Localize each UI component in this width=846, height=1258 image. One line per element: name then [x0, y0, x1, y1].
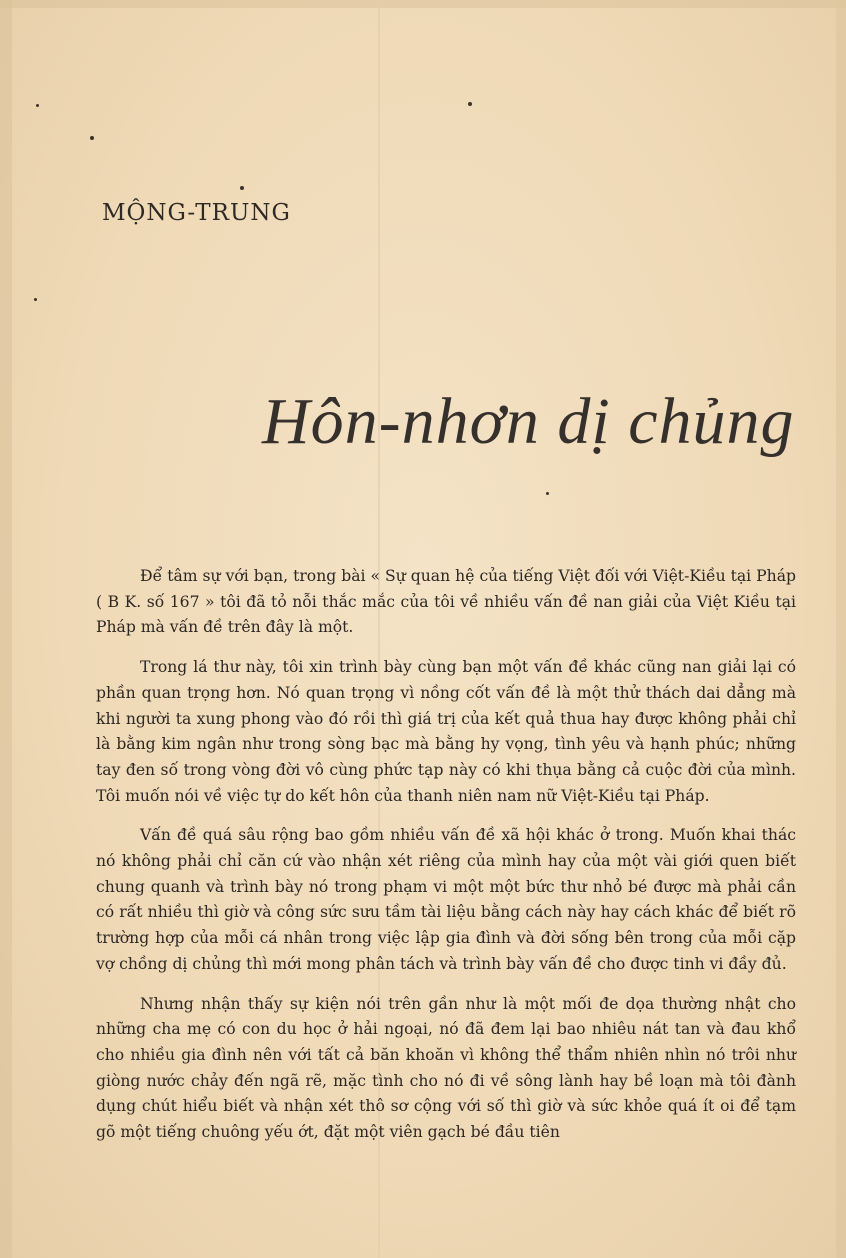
ink-speck: [34, 298, 37, 301]
article-author: MỘNG-TRUNG: [102, 200, 291, 226]
paragraph: Nhưng nhận thấy sự kiện nói trên gần như là một mối đe dọa thường nhật cho những cha mẹ có con du học ở hải ngoại, nó đã đem lại bao nhiêu nát tan và đau khổ cho nhiều gia đình nên với tất cả băn khoăn vì không thể thẩm nhiên nhìn nó trôi như giòng nước chảy đến ngã rẽ, mặc tình cho nó đi về sông lành hay bề loạn mà tôi đành dụng chút hiểu biết và nhận xét thô sơ cộng với số thì giờ và sức khỏe quá ít oi để tạm gõ một tiếng chuông yếu ớt, đặt một viên gạch bé đầu tiên: [96, 994, 796, 1142]
article-body: [96, 564, 796, 1160]
paragraph: Vấn đề quá sâu rộng bao gồm nhiều vấn đề xã hội khác ở trong. Muốn khai thác nó không phải chỉ căn cứ vào nhận xét riêng của mình hay của một vài giới quen biết chung quanh và trình bày nó trong phạm vi một một bức thư nhỏ bé được mà phải cần có rất nhiều thì giờ và công sức sưu tầm tài liệu bằng cách này hay cách khác để biết rõ trường hợp của mỗi cá nhân trong việc lập gia đình và đời sống bên trong của mỗi cặp vợ chồng dị chủng thì mới mong phân tách và trình bày vấn đề cho được tinh vi đầy đủ.: [96, 826, 796, 973]
paragraph: Để tâm sự với bạn, trong bài « Sự quan hệ của tiếng Việt đối với Việt-Kiều tại Pháp ( B K. số 167 » tôi đã tỏ nỗi thắc mắc của tôi về nhiều vấn đề nan giải của Việt Kiều tại Pháp mà vấn đề trên đây là một.: [96, 567, 796, 637]
ink-speck: [36, 104, 39, 107]
ink-speck: [90, 136, 94, 140]
page-top-edge: [0, 0, 846, 8]
paragraph: Trong lá thư này, tôi xin trình bày cùng bạn một vấn đề khác cũng nan giải lại có phần quan trọng hơn. Nó quan trọng vì nồng cốt vấn đề là một thử thách dai dẳng mà khi người ta xung phong vào đó rồi thì giá trị của kết quả thua hay được không phải chỉ là bằng kim ngân như trong sòng bạc mà bằng hy vọng, tình yêu và hạnh phúc; những tay đen số trong vòng đời vô cùng phức tạp này có khi thụa bằng cả cuộc đời của mình. Tôi muốn nói về việc tự do kết hôn của thanh niên nam nữ Việt-Kiều tại Pháp.: [96, 658, 796, 805]
page-left-edge: [0, 0, 12, 1258]
article-title: Hôn-nhơn dị chủng: [262, 385, 795, 458]
ink-speck: [546, 492, 549, 495]
page-right-edge: [836, 0, 846, 1258]
ink-speck: [468, 102, 472, 106]
ink-speck: [240, 186, 244, 190]
